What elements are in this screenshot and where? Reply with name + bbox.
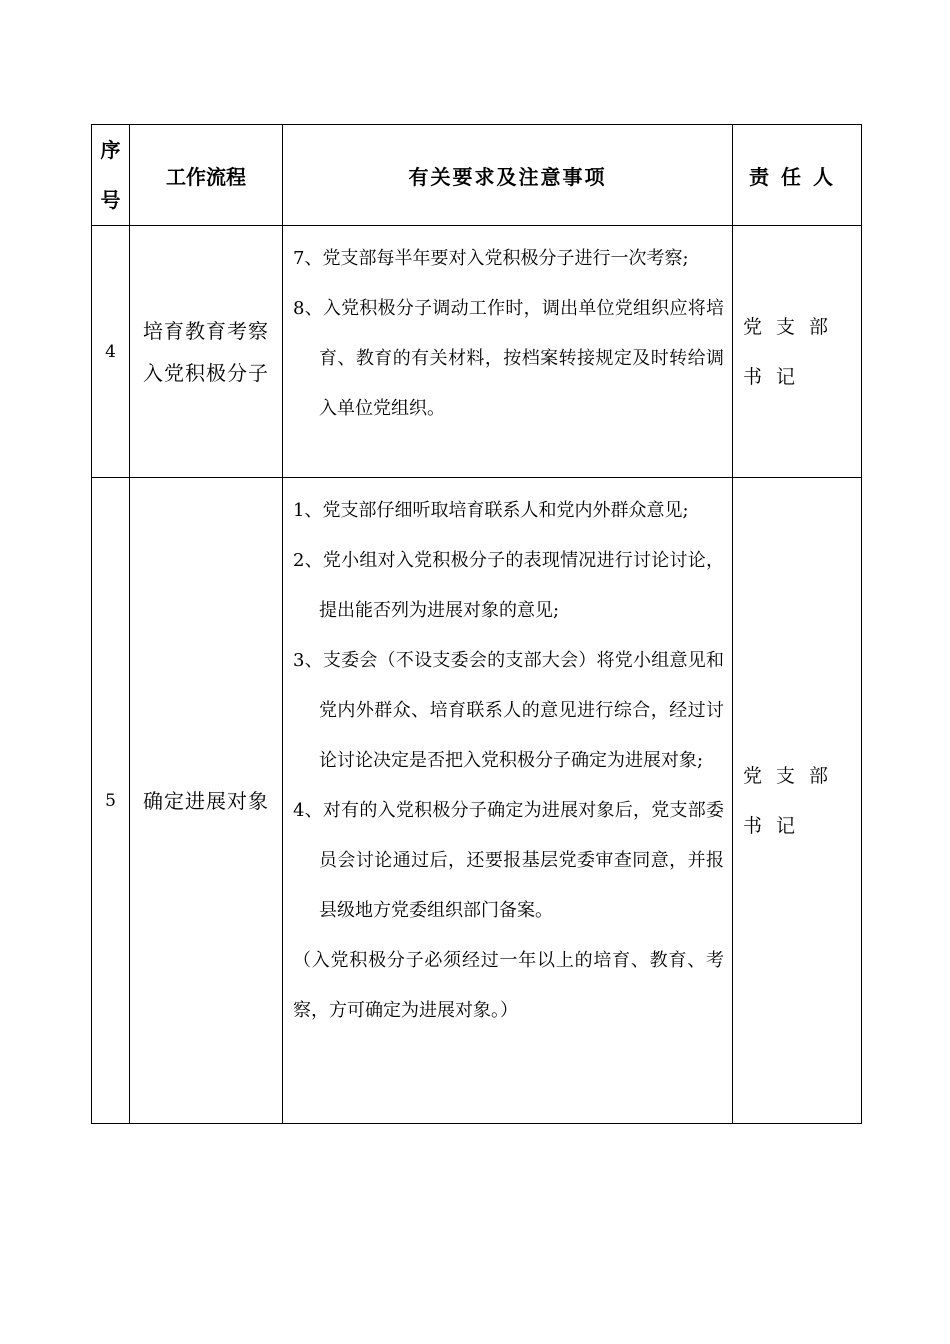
workflow-table: [91, 124, 862, 1124]
row-requirements: [283, 478, 733, 1124]
header-responsible: 责任人: [733, 125, 862, 226]
table-row: [92, 226, 862, 478]
row-requirements: [283, 226, 733, 478]
requirement-item: 3、支委会（不设支委会的支部大会）将党小组意见和党内外群众、培育联系人的意见进行综合，经过讨论讨论决定是否把入党积极分子确定为进展对象;: [293, 650, 724, 771]
requirement-item: 7、党支部每半年要对入党积极分子进行一次考察;: [293, 248, 689, 269]
row-seq: 5: [92, 478, 130, 1124]
header-seq-char-2: 号: [100, 188, 121, 212]
header-seq: [92, 125, 130, 226]
row-seq: 4: [92, 226, 130, 478]
requirement-note: （入党积极分子必须经过一年以上的培育、教育、考察，方可确定为进展对象。）: [293, 950, 724, 1021]
row-flow-name-line-1: 培育教育考察: [143, 318, 269, 343]
row-flow-name: [130, 226, 283, 478]
requirement-item: 1、党支部仔细听取培育联系人和党内外群众意见;: [293, 500, 689, 521]
table-row: [92, 478, 862, 1124]
requirement-item: 8、入党积极分子调动工作时，调出单位党组织应将培育、教育的有关材料，按档案转接规定及时转给调入单位党组织。: [293, 298, 724, 419]
header-flow: 工作流程: [130, 125, 283, 226]
row-flow-name: [130, 478, 283, 1124]
requirement-item: 2、党小组对入党积极分子的表现情况进行讨论讨论，提出能否列为进展对象的意见;: [293, 550, 724, 621]
requirement-item: 4、对有的入党积极分子确定为进展对象后，党支部委员会讨论通过后，还要报基层党委审查同意，并报县级地方党委组织部门备案。: [293, 800, 724, 921]
table-header-row: [92, 125, 862, 226]
row-responsible: 党支部书记: [733, 478, 862, 1124]
row-flow-name-line-2: 入党积极分子: [143, 360, 269, 385]
row-responsible: 党支部书记: [733, 226, 862, 478]
row-flow-name-line-1: 确定进展对象: [143, 788, 269, 813]
header-seq-char-1: 序: [100, 138, 121, 162]
header-requirements: 有关要求及注意事项: [283, 125, 733, 226]
